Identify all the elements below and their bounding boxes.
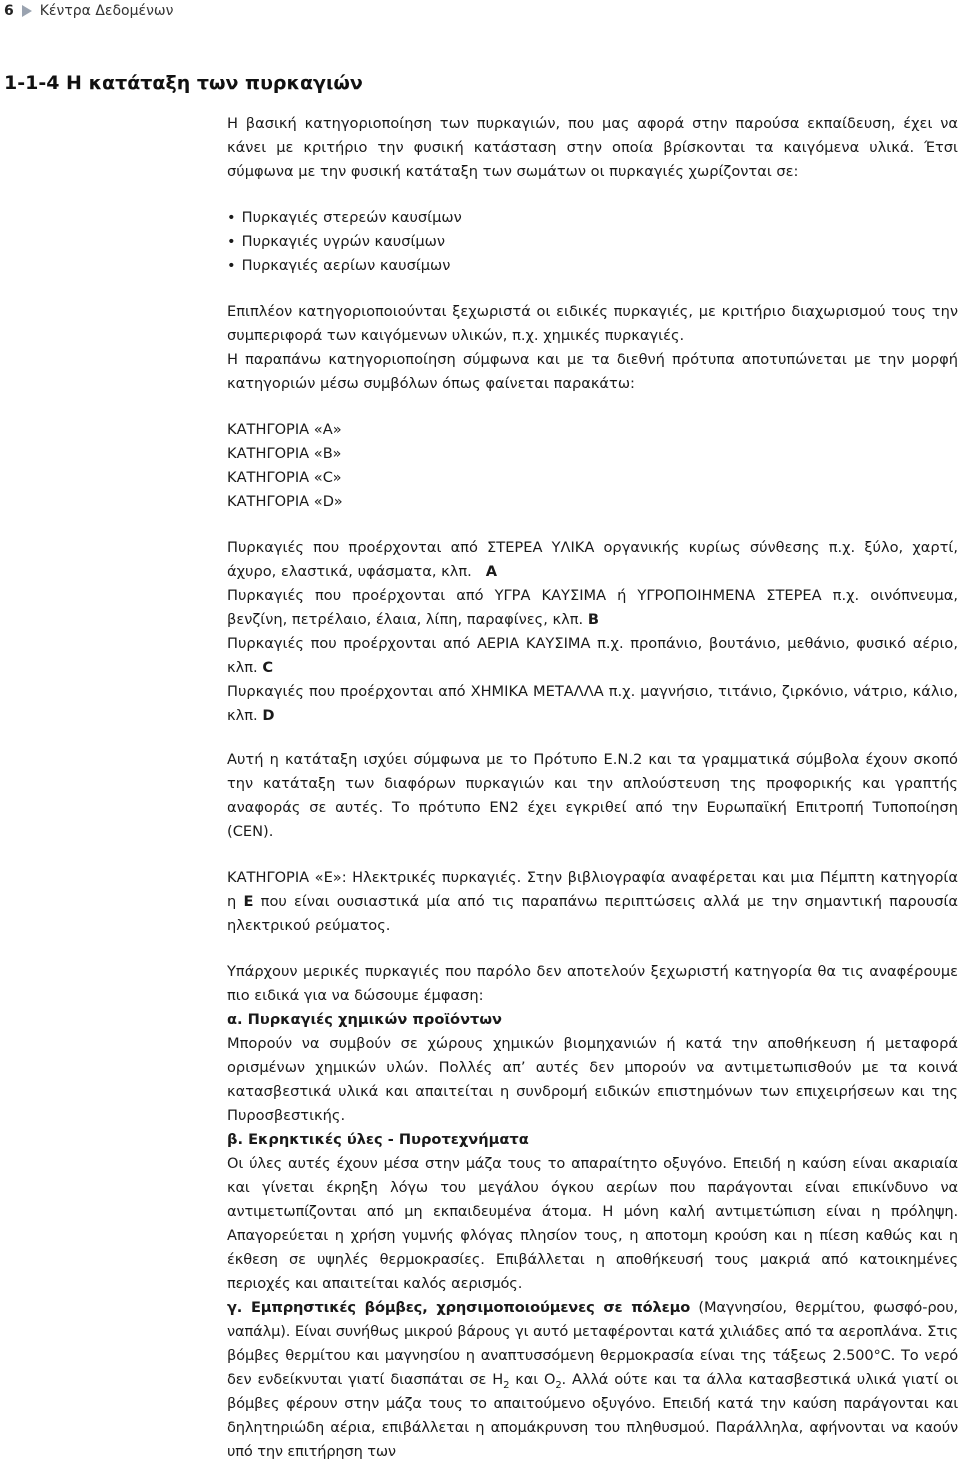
section-c-paragraph (227, 1296, 958, 1464)
category-e-paragraph (227, 866, 958, 938)
class-text: Πυρκαγιές που προέρχονται από ΑΕΡΙΑ ΚΑΥΣΙΜΑ π.χ. προπάνιο, βουτάνιο, μεθάνιο, φυσικό αέριο, κλπ. (227, 635, 958, 676)
class-letter: B (587, 611, 599, 628)
section-c-text: . Αλλά ούτε και τα άλλα κατασβεστικά υλικά γιατί οι βόμβες φέρουν στην μάζα τους το απαιτούμενο οξυγόνο. Επειδή κατά την καύση παράγονται και δηλητηριώδη αέρια, επιβάλλεται η απομάκρυνση του πληθυσμού. Παράλληλα, αφήνονται να καούν υπό την επιτήρηση των (227, 1371, 958, 1460)
list-item: • Πυρκαγιές αερίων καυσίμων (227, 254, 958, 278)
intro-paragraph: Η βασική κατηγοριοποίηση των πυρκαγιών, που μας αφορά στην παρούσα εκπαίδευση, έχει να κάνει με κριτήριο την φυσική κατάσταση στην οποία βρίσκονται τα καιγόμενα υλικά. Έτσι σύμφωνα με την φυσική κατάταξη των σωμάτων οι πυρκαγιές χωρίζονται σε: (227, 115, 958, 180)
triangle-marker-icon (22, 5, 32, 17)
subscript: 2 (555, 1379, 562, 1391)
class-a-definition (227, 536, 958, 584)
category-item: ΚΑΤΗΓΟΡΙΑ «D» (227, 493, 343, 510)
standard-paragraph: Αυτή η κατάταξη ισχύει σύμφωνα με το Πρότυπο Ε.Ν.2 και τα γραμματικά σύμβολα έχουν σκοπό την κατάταξη των διαφόρων πυρκαγιών και την απλούστευση της προφορικής και γραπτής αναφοράς σε αυτές. Το πρότυπο ΕΝ2 έχει εγκριθεί από την Ευρωπαϊκή Επιτροπή Τυποποίηση (CEN). (227, 751, 958, 840)
section-a-heading: α. Πυρκαγιές χημικών προϊόντων (227, 1011, 502, 1028)
category-e-text: ΚΑΤΗΓΟΡΙΑ «E»: Ηλεκτρικές πυρκαγιές. Στην βιβλιογραφία αναφέρεται και μια Πέμπτη κατηγορία η (227, 869, 958, 910)
category-item: ΚΑΤΗΓΟΡΙΑ «A» (227, 421, 342, 438)
class-text: Πυρκαγιές που προέρχονται από ΧΗΜΙΚΑ ΜΕΤΑΛΛΑ π.χ. μαγνήσιο, τιτάνιο, ζιρκόνιο, νάτριο, κάλιο, κλπ. (227, 683, 958, 724)
symbols-paragraph: Η παραπάνω κατηγοριοποίηση σύμφωνα και με τα διεθνή πρότυπα αποτυπώνεται με την μορφή κατηγοριών μέσω συμβόλων όπως φαίνεται παρακάτω: (227, 351, 958, 392)
list-item: • Πυρκαγιές υγρών καυσίμων (227, 230, 958, 254)
category-item: ΚΑΤΗΓΟΡΙΑ «C» (227, 469, 342, 486)
list-item: • Πυρκαγιές στερεών καυσίμων (227, 206, 958, 230)
section-a-text: Μπορούν να συμβούν σε χώρους χημικών βιομηχανιών ή κατά την αποθήκευση ή μεταφορά ορισμένων χημικών υλών. Πολλές απ’ αυτές δεν μπορούν να αντιμετωπισθούν με τα κοινά κατασβεστικά υλικά και απαιτείται η συνδρομή ειδικών επιστημόνων των επιχειρήσεων και της Πυροσβεστικής. (227, 1035, 958, 1124)
class-letter: C (262, 659, 274, 676)
category-list (227, 418, 958, 514)
class-text: Πυρκαγιές που προέρχονται από ΣΤΕΡΕΑ ΥΛΙΚΑ οργανικής κυρίως σύνθεσης π.χ. ξύλο, χαρτί, άχυρο, ελαστικά, υφάσματα, κλπ. (227, 539, 958, 580)
class-letter: A (485, 563, 497, 580)
class-text: Πυρκαγιές που προέρχονται από ΥΓΡΑ ΚΑΥΣΙΜΑ ή ΥΓΡΟΠΟΙΗΜΕΝΑ ΣΤΕΡΕΑ π.χ. οινόπνευμα, βενζίνη, πετρέλαιο, έλαια, λίπη, παραφίνες, κλπ. (227, 587, 958, 628)
section-c-text: (Μαγνησίου, θερμίτου, φωσφό-ρου, ναπάλμ). Είναι συνήθως μικρού βάρους γι αυτό μεταφέρονται κατά χιλιάδες από τα αεροπλάνα. Στις βόμβες θερμίτου και μαγνησίου η αναπτυσσόμενη θερμοκρασία είναι της τάξεως 2.500°C. Το νερό δεν ενδείκνυται γιατί διασπάται σε H (227, 1299, 958, 1388)
class-b-definition (227, 584, 958, 632)
category-item: ΚΑΤΗΓΟΡΙΑ «B» (227, 445, 342, 462)
subscript: 2 (503, 1379, 510, 1391)
class-letter: D (262, 707, 275, 724)
section-c-heading: γ. Εμπρηστικές βόμβες, χρησιμοποιούμενες σε πόλεμο (227, 1299, 691, 1316)
special-paragraph: Επιπλέον κατηγοριοποιούνται ξεχωριστά οι ειδικές πυρκαγιές, με κριτήριο διαχωρισμού τους την συμπεριφορά των καιγόμενων υλικών, π.χ. χημικές πυρκαγιές. (227, 303, 958, 344)
more-paragraph: Υπάρχουν μερικές πυρκαγιές που παρόλο δεν αποτελούν ξεχωριστή κατηγορία θα τις αναφέρουμε πιο ειδικά για να δώσουμε έμφαση: (227, 963, 958, 1004)
body-text (227, 112, 958, 1464)
category-e-letter: E (243, 893, 254, 910)
section-b-heading: β. Εκρηκτικές ύλες - Πυροτεχνήματα (227, 1131, 529, 1148)
page-number: 6 (4, 3, 14, 19)
section-c-text: και O (509, 1371, 556, 1388)
class-d-definition (227, 680, 958, 728)
fuel-list (227, 206, 958, 278)
section-title: 1-1-4 Η κατάταξη των πυρκαγιών (4, 72, 363, 94)
page-header (4, 0, 173, 22)
class-c-definition (227, 632, 958, 680)
category-e-text: που είναι ουσιαστικά μία από τις παραπάνω περιπτώσεις αλλά με την σημαντική παρουσία ηλεκτρικού ρεύματος. (227, 893, 959, 934)
section-b-text: Οι ύλες αυτές έχουν μέσα στην μάζα τους το απαραίτητο οξυγόνο. Επειδή η καύση είναι ακαριαία και γίνεται έκρηξη λόγω του μεγάλου όγκου αερίων που παράγονται είναι επικίνδυνο να αντιμετωπίζονται από μη εκπαιδευμένα άτομα. Η μόνη καλή αντιμετώπιση είναι η πρόληψη. Απαγορεύεται η χρήση γυμνής φλόγας πλησίον τους, η αποτομη κρούση και η πίεση καθώς και η έκθεση σε υψηλές θερμοκρασίες. Επιβάλλεται η αποθήκευσή τους μακριά από κατοικημένες περιοχές και απαιτείται καλός αερισμός. (227, 1155, 958, 1292)
running-section-title: Κέντρα Δεδομένων (39, 3, 174, 19)
